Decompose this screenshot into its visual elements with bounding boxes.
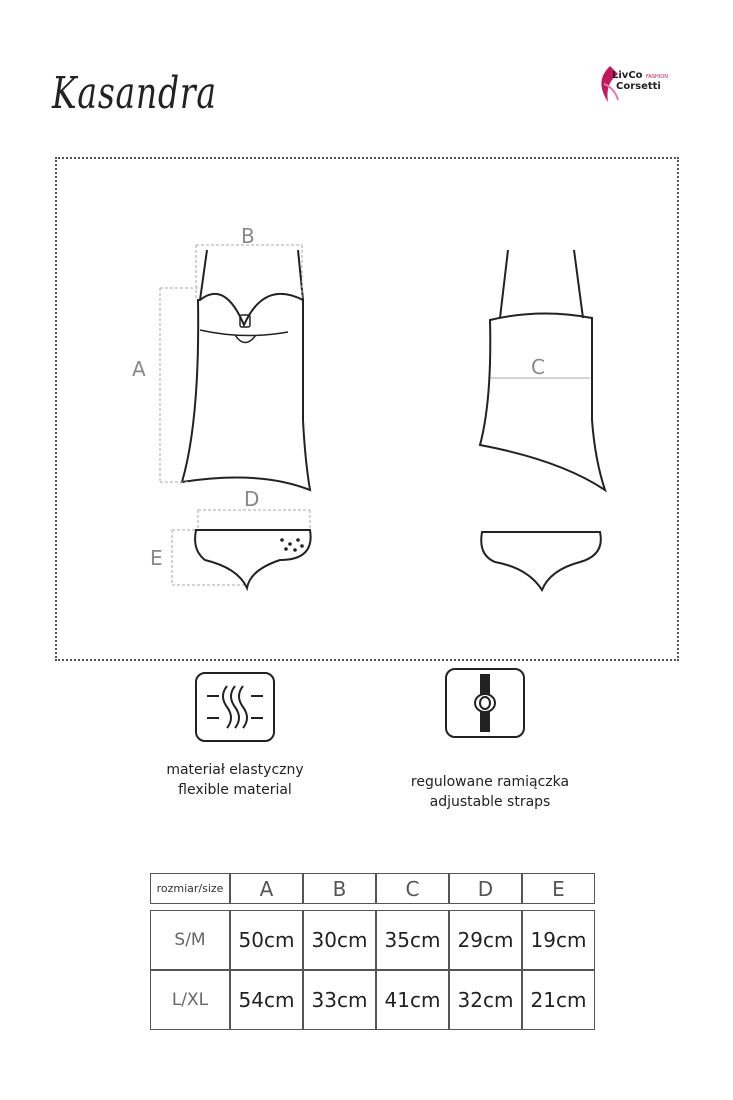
elastic-material-icon xyxy=(195,672,275,742)
size-label: S/M xyxy=(150,910,230,970)
feature-elastic-en: flexible material xyxy=(178,782,292,798)
cell-b: 30cm xyxy=(303,910,376,970)
brand-line2: Corsetti xyxy=(616,81,661,92)
cell-d: 29cm xyxy=(449,910,522,970)
label-d: D xyxy=(244,487,260,511)
table-row xyxy=(150,970,595,1030)
feature-straps-pl: regulowane ramiączka xyxy=(410,774,570,790)
cell-c: 35cm xyxy=(376,910,449,970)
feature-elastic-caption xyxy=(135,760,335,800)
feature-straps-en: adjustable straps xyxy=(429,794,551,810)
measure-lines xyxy=(160,245,310,585)
cell-b: 33cm xyxy=(303,970,376,1030)
cell-c: 41cm xyxy=(376,970,449,1030)
label-b: B xyxy=(241,224,255,248)
size-label: L/XL xyxy=(150,970,230,1030)
cell-e: 21cm xyxy=(522,970,595,1030)
feature-straps-caption xyxy=(370,772,610,812)
cell-a: 50cm xyxy=(230,910,303,970)
label-a: A xyxy=(132,357,146,381)
header-e: E xyxy=(522,873,595,904)
product-title: Kasandra xyxy=(52,68,217,119)
back-briefs xyxy=(481,532,601,590)
header-a: A xyxy=(230,873,303,904)
cell-d: 32cm xyxy=(449,970,522,1030)
header-d: D xyxy=(449,873,522,904)
cell-a: 54cm xyxy=(230,970,303,1030)
label-e: E xyxy=(150,546,163,570)
cell-e: 19cm xyxy=(522,910,595,970)
adjustable-strap-icon xyxy=(445,668,525,738)
header-size: rozmiar/size xyxy=(150,873,230,904)
brand-line1: LivCo xyxy=(612,70,643,81)
size-table-header xyxy=(150,873,595,904)
front-chemise xyxy=(182,250,310,490)
feature-elastic-pl: materiał elastyczny xyxy=(166,762,304,778)
table-row xyxy=(150,910,595,970)
label-c: C xyxy=(531,355,545,379)
brand-fashion: FASHION xyxy=(646,74,668,80)
header-b: B xyxy=(303,873,376,904)
size-table xyxy=(150,873,595,1030)
front-briefs xyxy=(195,530,311,588)
header-c: C xyxy=(376,873,449,904)
